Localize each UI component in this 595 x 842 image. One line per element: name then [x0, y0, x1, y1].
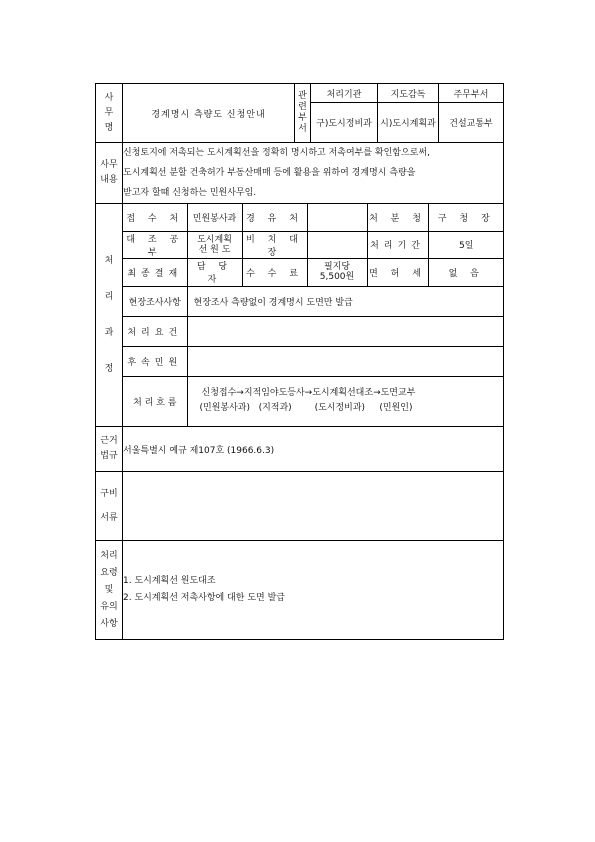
page-title: 경계명시 측량도 신청안내: [123, 84, 295, 143]
guide-form: [95, 83, 503, 634]
via-office-label: 경 유 처: [242, 204, 307, 231]
affair-name-label: 사 무 명: [96, 84, 123, 143]
main-dept-value: 건설교통부: [439, 103, 504, 143]
reference-ledger-label: 대 조 공 부: [123, 231, 187, 258]
receive-office-label: 접 수 처: [123, 204, 187, 231]
process-table: [123, 204, 504, 426]
content-description: [123, 143, 504, 204]
site-survey-label: 현장조사사항: [123, 286, 187, 316]
required-documents-value: [123, 472, 504, 541]
license-tax-value: 없 음: [428, 258, 504, 286]
disposing-authority-value: 구 청 장: [428, 204, 504, 231]
site-survey-value: 현장조사 측량없이 경계명시 도면만 발급: [187, 286, 504, 316]
disposing-authority-label: 처 분 청: [367, 204, 428, 231]
process-flow-label: 처 리 흐 름: [123, 376, 187, 426]
main-dept-header: 주무부서: [439, 84, 504, 103]
final-approval-label: 최종결재: [123, 258, 187, 286]
license-tax-label: 면 허 세: [367, 258, 428, 286]
requirements-value: [187, 316, 504, 346]
content-line: 신청토지에 저촉되는 도시계획선을 정확히 명시하고 저촉여부를 확인함으로써,: [123, 148, 430, 158]
processing-agency-header: 처리기관: [311, 84, 378, 103]
process-flow-departments: (민원봉사과) (지적과) (도시정비과) (민원인): [199, 403, 413, 414]
processing-agency-value: 구)도시정비과: [311, 103, 378, 143]
process-label: 처 리 과 정: [96, 204, 123, 427]
processing-period-label: 처리기간: [367, 231, 428, 258]
fee-label: 수 수 료: [242, 258, 307, 286]
receive-office-value: 민원봉사과: [187, 204, 242, 231]
person-in-charge-label: 담 당 자: [187, 258, 242, 286]
supervision-header: 지도감독: [378, 84, 439, 103]
follow-up-label: 후속민원: [123, 346, 187, 376]
kept-register-value: [307, 231, 367, 258]
reference-ledger-value: 도시계획 선 원 도: [187, 231, 242, 258]
requirements-label: 처리요건: [123, 316, 187, 346]
via-office-value: [307, 204, 367, 231]
required-documents-label: 구비 서류: [96, 472, 123, 541]
follow-up-value: [187, 346, 504, 376]
content-line: 받고자 할때 신청하는 민원사무임.: [123, 188, 257, 198]
kept-register-label: 비 치 대 장: [242, 231, 307, 258]
supervision-value: 시)도시계획과: [378, 103, 439, 143]
note-item: 1. 도시계획선 원도대조: [123, 576, 216, 586]
content-label: 사무 내용: [96, 143, 123, 204]
process-flow-value: [187, 376, 504, 426]
legal-basis-value: 서울특별시 예규 제107호 (1966.6.3): [123, 427, 504, 472]
notes-label: 처리 요령 및 유의 사항: [96, 541, 123, 640]
legal-basis-label: 근거 법규: [96, 427, 123, 472]
notes-value: [123, 541, 504, 640]
related-dept-label: 관 련 부 서: [295, 84, 311, 143]
content-line: 도시계획선 분할 건축허가 부동산매매 등에 활용을 위하여 경계명시 측량을: [123, 168, 416, 178]
process-flow-steps: 신청접수→지적임야도등사→도시계획선대조→도면교부: [201, 388, 416, 399]
processing-period-value: 5일: [428, 231, 504, 258]
form-grid: [95, 83, 504, 640]
fee-value: 필지당 5,500원: [307, 258, 367, 286]
note-item: 2. 도시계획선 저촉사항에 대한 도면 발급: [123, 593, 285, 603]
